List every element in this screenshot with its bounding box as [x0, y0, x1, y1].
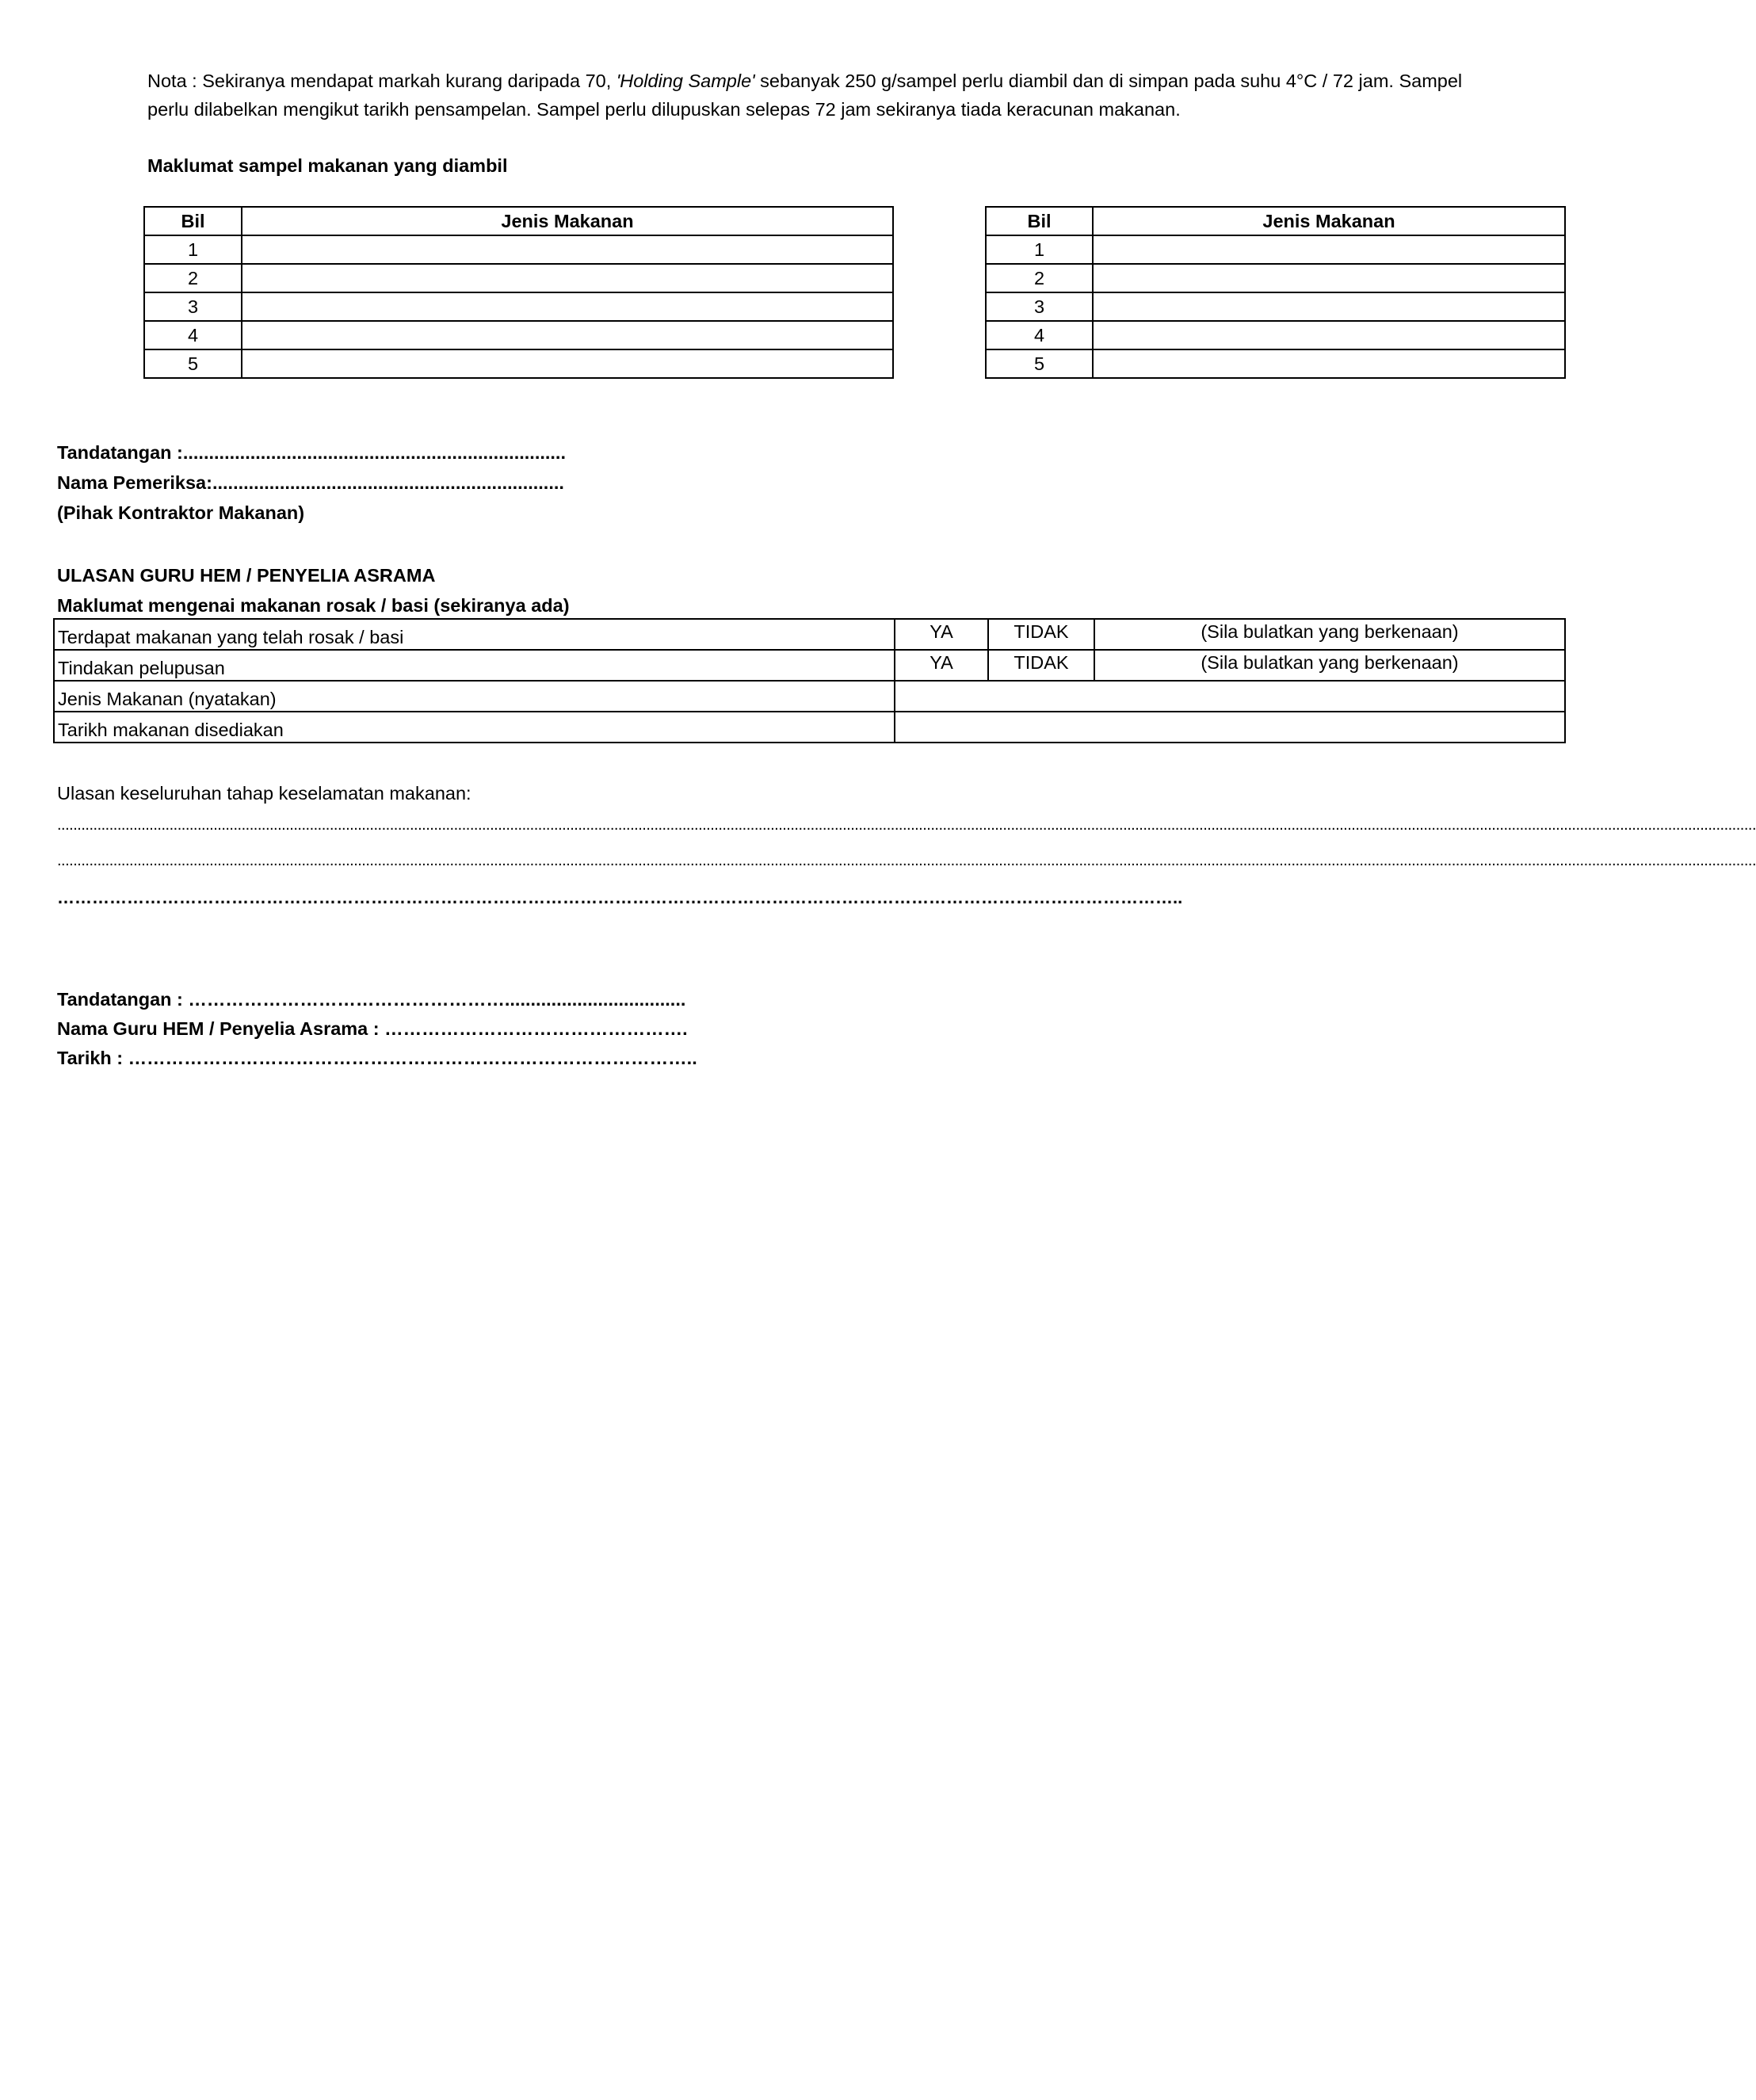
- contractor-signature-line[interactable]: Tandatangan :..........................................................................: [57, 442, 566, 463]
- instruction-note: (Sila bulatkan yang berkenaan): [1094, 650, 1565, 681]
- table-row: [144, 264, 893, 292]
- bil-cell: 5: [144, 349, 242, 378]
- col-jenis-header: Jenis Makanan: [242, 207, 893, 235]
- hem-signature-line[interactable]: Tandatangan : ……………………………………………...................................: [57, 989, 686, 1010]
- jenis-makanan-field[interactable]: [242, 321, 893, 349]
- bil-cell: 2: [986, 264, 1093, 292]
- table-row: [986, 321, 1565, 349]
- row-label: Terdapat makanan yang telah rosak / basi: [54, 619, 895, 650]
- table-row: [54, 650, 1565, 681]
- col-bil-header: Bil: [986, 207, 1093, 235]
- table-row: [986, 235, 1565, 264]
- instruction-note: (Sila bulatkan yang berkenaan): [1094, 619, 1565, 650]
- note-line-1: Nota : Sekiranya mendapat markah kurang daripada 70, 'Holding Sample' sebanyak 250 g/sampel perlu diambil dan di simpan pada suhu 4°C / 72 jam. Sampel: [147, 71, 1463, 91]
- bil-cell: 3: [144, 292, 242, 321]
- tidak-option[interactable]: TIDAK: [988, 650, 1094, 681]
- samples-table-left: [143, 206, 894, 379]
- bil-cell: 1: [986, 235, 1093, 264]
- tidak-option[interactable]: TIDAK: [988, 619, 1094, 650]
- bil-cell: 1: [144, 235, 242, 264]
- jenis-makanan-field[interactable]: [242, 292, 893, 321]
- bil-cell: 2: [144, 264, 242, 292]
- table-row: [986, 292, 1565, 321]
- spoiled-food-table: [53, 618, 1566, 743]
- table-row: [144, 349, 893, 378]
- overall-review-label: Ulasan keseluruhan tahap keselamatan makanan:: [57, 783, 471, 804]
- table-row: [54, 712, 1565, 743]
- jenis-makanan-field[interactable]: [1093, 292, 1565, 321]
- table-row: [144, 235, 893, 264]
- bil-cell: 4: [986, 321, 1093, 349]
- jenis-makanan-field[interactable]: [1093, 235, 1565, 264]
- hem-date-line[interactable]: Tarikh : ………………………………………………………………………………..: [57, 1048, 697, 1068]
- jenis-makanan-field[interactable]: [1093, 264, 1565, 292]
- bil-cell: 4: [144, 321, 242, 349]
- table-row: [986, 349, 1565, 378]
- table-header-row: [986, 207, 1565, 235]
- jenis-makanan-field[interactable]: [1093, 321, 1565, 349]
- table-row: [54, 681, 1565, 712]
- note-paragraph: [147, 67, 1558, 124]
- contractor-inspector-name-line[interactable]: Nama Pemeriksa:....................................................................: [57, 472, 564, 493]
- jenis-makanan-field[interactable]: [242, 235, 893, 264]
- col-bil-header: Bil: [144, 207, 242, 235]
- contractor-party-label: (Pihak Kontraktor Makanan): [57, 502, 305, 523]
- ya-option[interactable]: YA: [895, 619, 988, 650]
- table-row: [144, 292, 893, 321]
- row-label: Tindakan pelupusan: [54, 650, 895, 681]
- ya-option[interactable]: YA: [895, 650, 988, 681]
- bil-cell: 5: [986, 349, 1093, 378]
- tarikh-makanan-input[interactable]: [895, 712, 1565, 743]
- table-row: [54, 619, 1565, 650]
- bil-cell: 3: [986, 292, 1093, 321]
- note-line-2: perlu dilabelkan mengikut tarikh pensampelan. Sampel perlu dilupuskan selepas 72 jam sekiranya tiada keracunan makanan.: [147, 99, 1181, 120]
- jenis-makanan-input[interactable]: [895, 681, 1565, 712]
- row-label: Jenis Makanan (nyatakan): [54, 681, 895, 712]
- table-row: [144, 321, 893, 349]
- row-label: Tarikh makanan disediakan: [54, 712, 895, 743]
- col-jenis-header: Jenis Makanan: [1093, 207, 1565, 235]
- note-holding-sample: 'Holding Sample': [616, 71, 755, 91]
- hem-name-line[interactable]: Nama Guru HEM / Penyelia Asrama : ………………………………………….: [57, 1018, 688, 1039]
- jenis-makanan-field[interactable]: [1093, 349, 1565, 378]
- samples-heading: Maklumat sampel makanan yang diambil: [147, 155, 508, 176]
- overall-review-line-2[interactable]: ........................................................................................................................................................................................................................................................................................................................................................................................................................................: [57, 852, 1756, 869]
- overall-review-line-3[interactable]: …………………………………………………………………………………………………………………………………………………………………………..: [57, 888, 1183, 907]
- table-row: [986, 264, 1565, 292]
- jenis-makanan-field[interactable]: [242, 349, 893, 378]
- review-subheading: Maklumat mengenai makanan rosak / basi (sekiranya ada): [57, 595, 570, 616]
- review-heading: ULASAN GURU HEM / PENYELIA ASRAMA: [57, 565, 436, 586]
- overall-review-line-1[interactable]: ........................................................................................................................................................................................................................................................................................................................................................................................................................................: [57, 816, 1756, 834]
- samples-table-right: [985, 206, 1566, 379]
- jenis-makanan-field[interactable]: [242, 264, 893, 292]
- table-header-row: [144, 207, 893, 235]
